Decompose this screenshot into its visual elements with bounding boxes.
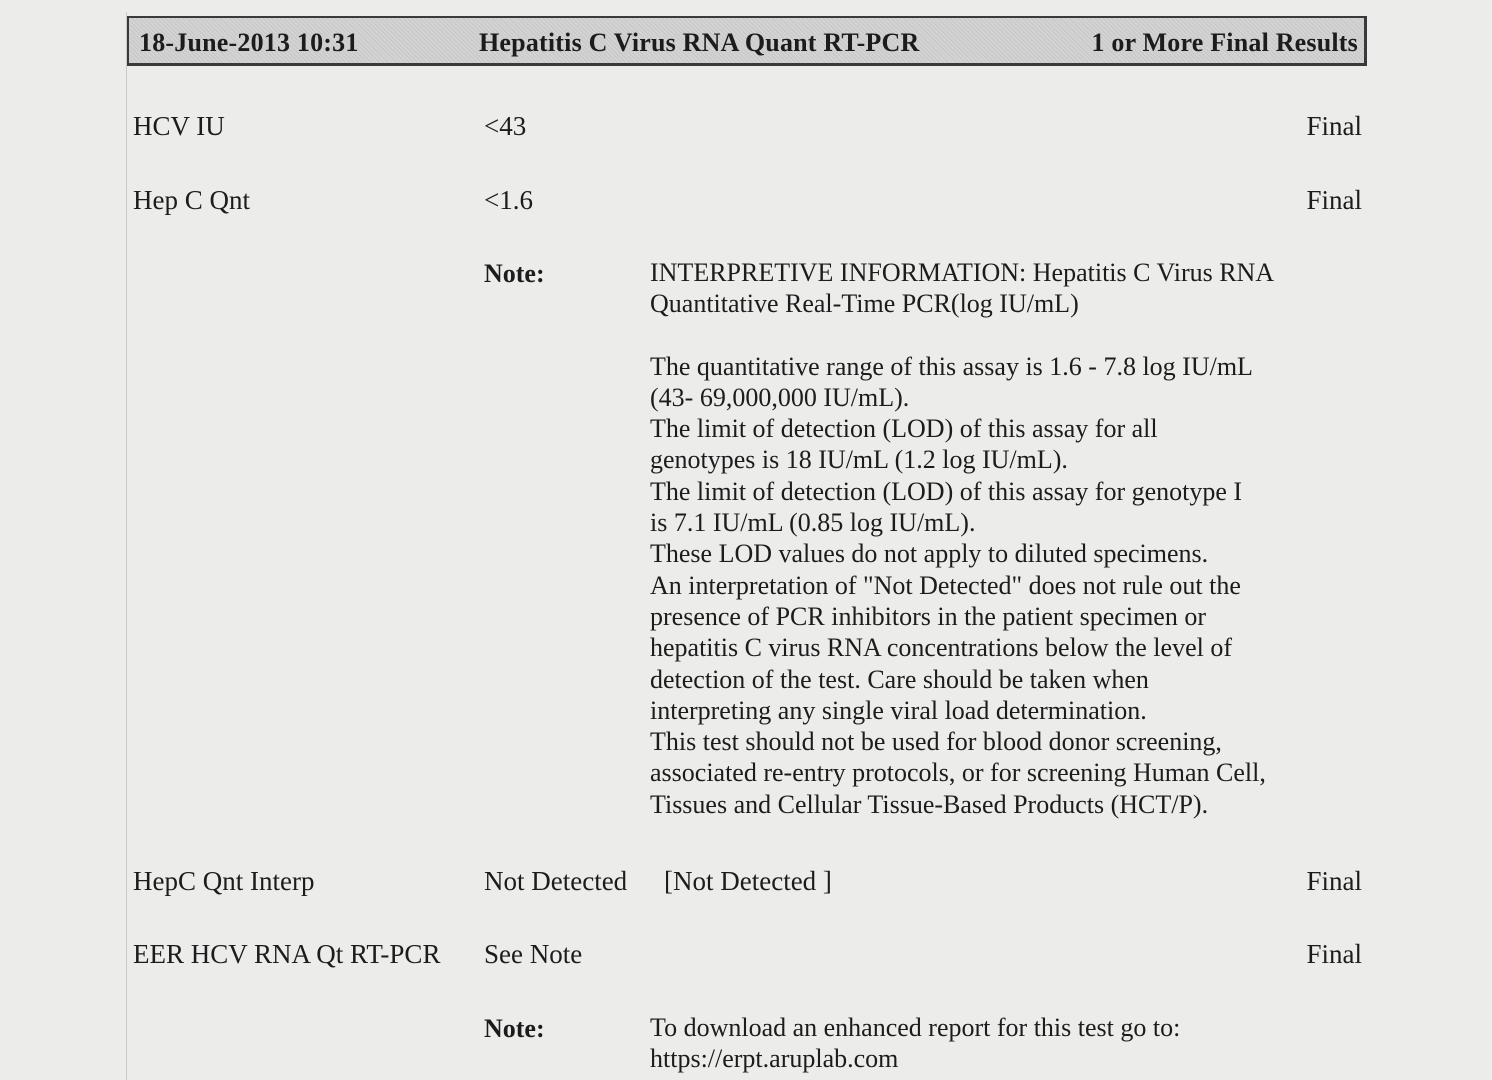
result-label: EER HCV RNA Qt RT-PCR	[133, 939, 441, 969]
result-status: Final	[1306, 866, 1362, 896]
note-line: INTERPRETIVE INFORMATION: Hepatitis C Virus RNA	[650, 258, 1275, 287]
result-label: HepC Qnt Interp	[133, 866, 315, 896]
result-label: Hep C Qnt	[133, 185, 250, 215]
note-line: Quantitative Real-Time PCR(log IU/mL)	[650, 289, 1079, 319]
note-text	[650, 257, 1350, 820]
note-line: interpreting any single viral load determination.	[650, 695, 1147, 725]
header-result-status: 1 or More Final Results	[1091, 28, 1358, 57]
header-date: 18-June-2013 10:31	[139, 28, 359, 57]
note-line: detection of the test. Care should be taken when	[650, 664, 1149, 694]
note-label: Note:	[484, 1014, 545, 1043]
note-line: This test should not be used for blood donor screening,	[650, 727, 1222, 757]
note-line: hepatitis C virus RNA concentrations below the level of	[650, 633, 1232, 663]
note-line: The limit of detection (LOD) of this assay for genotype I	[650, 476, 1243, 506]
note-line: The limit of detection (LOD) of this assay for all	[650, 414, 1158, 444]
note-line: These LOD values do not apply to diluted specimens.	[650, 539, 1209, 569]
result-value: <1.6	[484, 185, 533, 215]
note-line: To download an enhanced report for this test go to:	[650, 1013, 1181, 1042]
result-status: Final	[1306, 185, 1362, 215]
note-line: presence of PCR inhibitors in the patient specimen or	[650, 601, 1206, 631]
result-status: Final	[1306, 111, 1362, 141]
note-line: (43- 69,000,000 IU/mL).	[650, 382, 910, 412]
result-label: HCV IU	[133, 111, 225, 141]
result-value: <43	[484, 111, 527, 141]
reference-range: [Not Detected ]	[664, 866, 832, 896]
note-text	[650, 1012, 1350, 1075]
note-line: associated re-entry protocols, or for screening Human Cell,	[650, 758, 1266, 788]
note-line: Tissues and Cellular Tissue-Based Products (HCT/P).	[650, 789, 1209, 819]
header-test-title: Hepatitis C Virus RNA Quant RT-PCR	[479, 28, 920, 57]
page-edge	[126, 12, 127, 1080]
note-label: Note:	[484, 259, 545, 288]
report-header-bar	[127, 16, 1367, 66]
result-value: Not Detected	[484, 866, 628, 896]
report-link[interactable]: https://erpt.aruplab.com	[650, 1044, 899, 1074]
note-line: is 7.1 IU/mL (0.85 log IU/mL).	[650, 508, 976, 538]
result-value: See Note	[484, 939, 583, 969]
result-status: Final	[1306, 939, 1362, 969]
note-line: genotypes is 18 IU/mL (1.2 log IU/mL).	[650, 445, 1068, 475]
note-line: The quantitative range of this assay is 1.6 - 7.8 log IU/mL	[650, 351, 1253, 381]
note-line: An interpretation of "Not Detected" does not rule out the	[650, 570, 1241, 600]
